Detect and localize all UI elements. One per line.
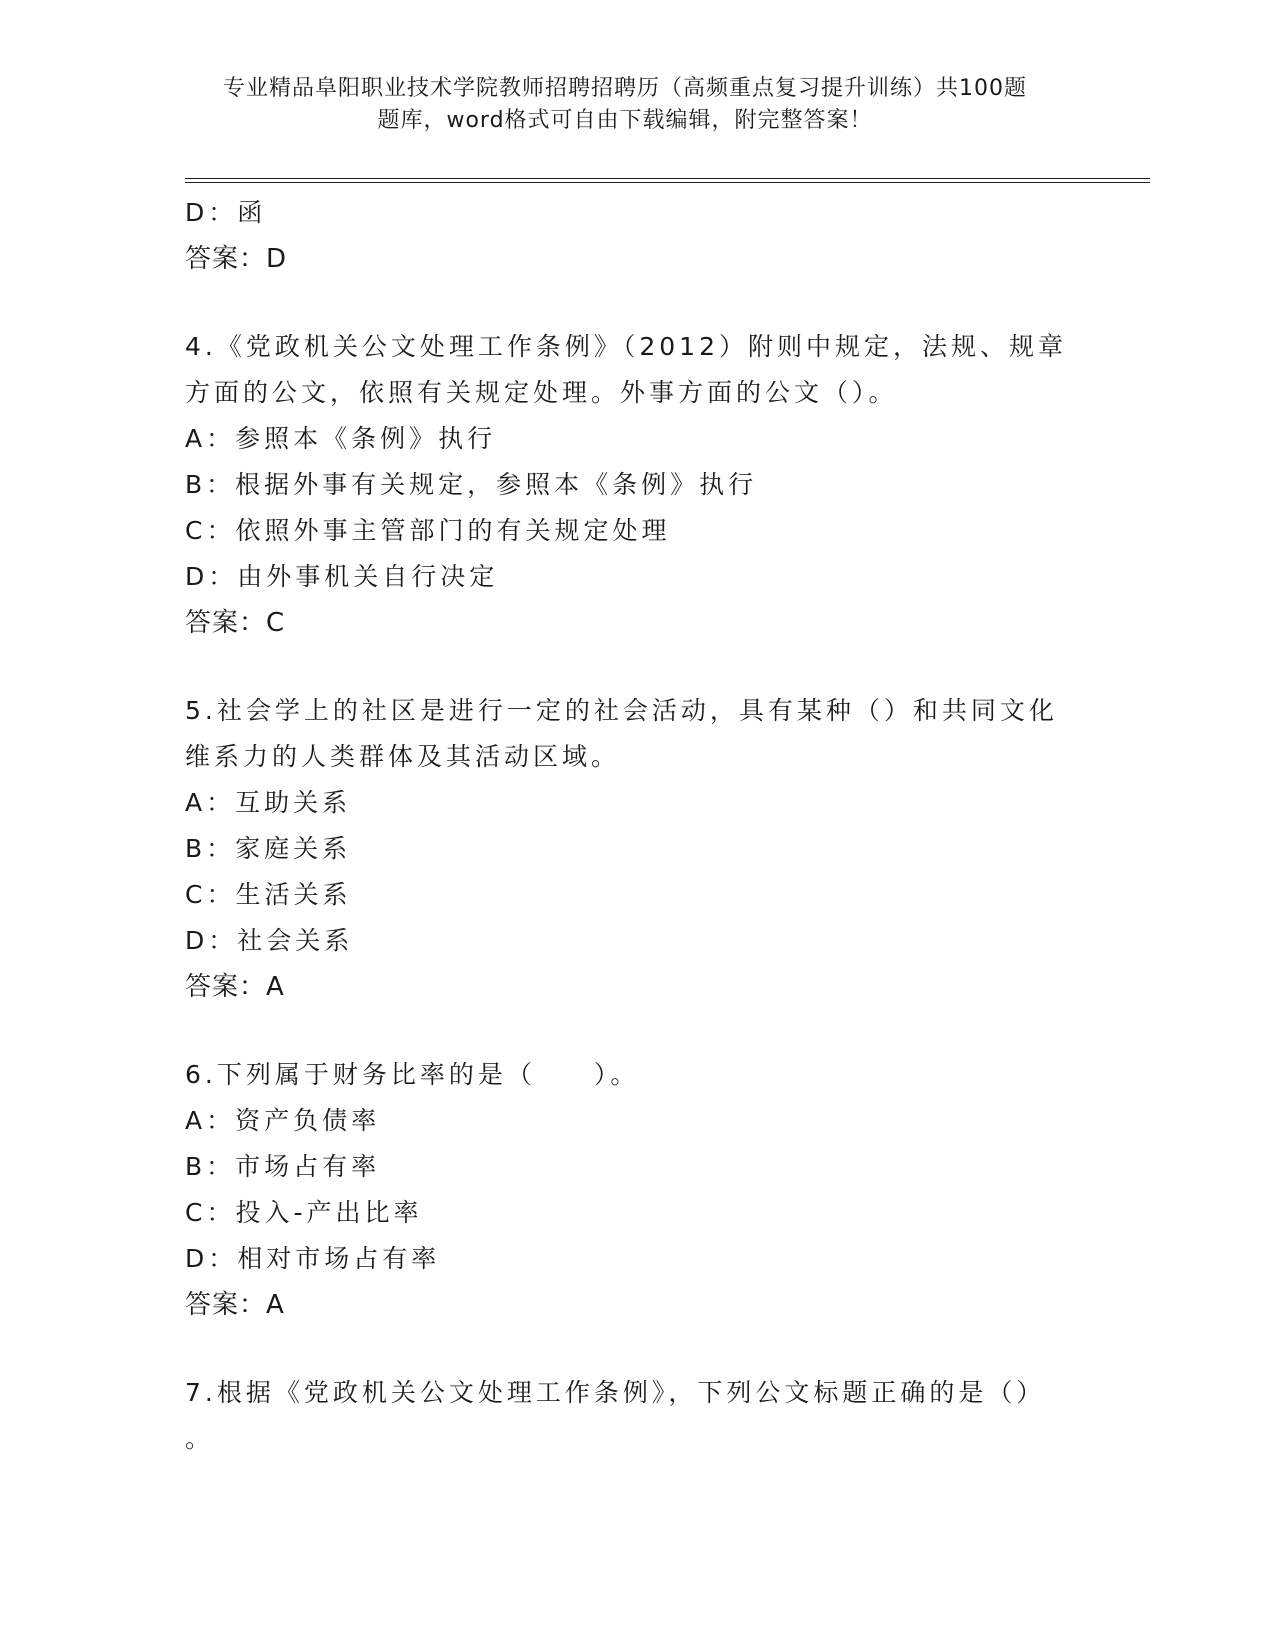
option-a: A：参照本《条例》执行 <box>185 424 497 453</box>
question-stem-line: 。 <box>185 1424 215 1453</box>
prev-answer: 答案：D <box>185 244 288 274</box>
spacer <box>185 1010 1065 1052</box>
question-list <box>185 190 1065 1462</box>
prev-option-d: D：函 <box>185 198 267 227</box>
header-title-line-1: 专业精品阜阳职业技术学院教师招聘招聘历（高频重点复习提升训练）共100题 <box>223 76 1027 101</box>
question-4 <box>185 324 1065 646</box>
question-6 <box>185 1052 1065 1328</box>
header-divider-top <box>185 178 1150 179</box>
option-a: A：资产负债率 <box>185 1106 381 1135</box>
header-title-line-2: 题库，word格式可自由下载编辑，附完整答案！ <box>377 108 873 133</box>
document-header <box>185 73 1065 137</box>
question-stem-line: 4.《党政机关公文处理工作条例》（2012）附则中规定，法规、规章 <box>185 332 1067 361</box>
option-a: A：互助关系 <box>185 788 352 817</box>
answer: 答案：A <box>185 972 285 1002</box>
question-stem-line: 6.下列属于财务比率的是（ ）。 <box>185 1060 640 1089</box>
question-5 <box>185 688 1065 1010</box>
question-stem-line: 7.根据《党政机关公文处理工作条例》，下列公文标题正确的是（） <box>185 1378 1046 1407</box>
spacer <box>185 646 1065 688</box>
header-divider-bottom <box>185 182 1150 183</box>
option-d: D：社会关系 <box>185 926 354 955</box>
option-b: B：家庭关系 <box>185 834 352 863</box>
answer: 答案：A <box>185 1290 285 1320</box>
option-b: B：市场占有率 <box>185 1152 381 1181</box>
spacer <box>185 1328 1065 1370</box>
option-c: C：生活关系 <box>185 880 352 909</box>
spacer <box>185 282 1065 324</box>
question-stem-line: 方面的公文，依照有关规定处理。外事方面的公文（）。 <box>185 378 898 407</box>
option-d: D：由外事机关自行决定 <box>185 562 499 591</box>
option-c: C：投入-产出比率 <box>185 1198 423 1227</box>
option-b: B：根据外事有关规定，参照本《条例》执行 <box>185 470 758 499</box>
option-d: D：相对市场占有率 <box>185 1244 441 1273</box>
question-stem-line: 5.社会学上的社区是进行一定的社会活动，具有某种（）和共同文化 <box>185 696 1058 725</box>
option-c: C：依照外事主管部门的有关规定处理 <box>185 516 671 545</box>
answer: 答案：C <box>185 608 286 638</box>
question-7 <box>185 1370 1065 1462</box>
question-stem-line: 维系力的人类群体及其活动区域。 <box>185 742 621 771</box>
